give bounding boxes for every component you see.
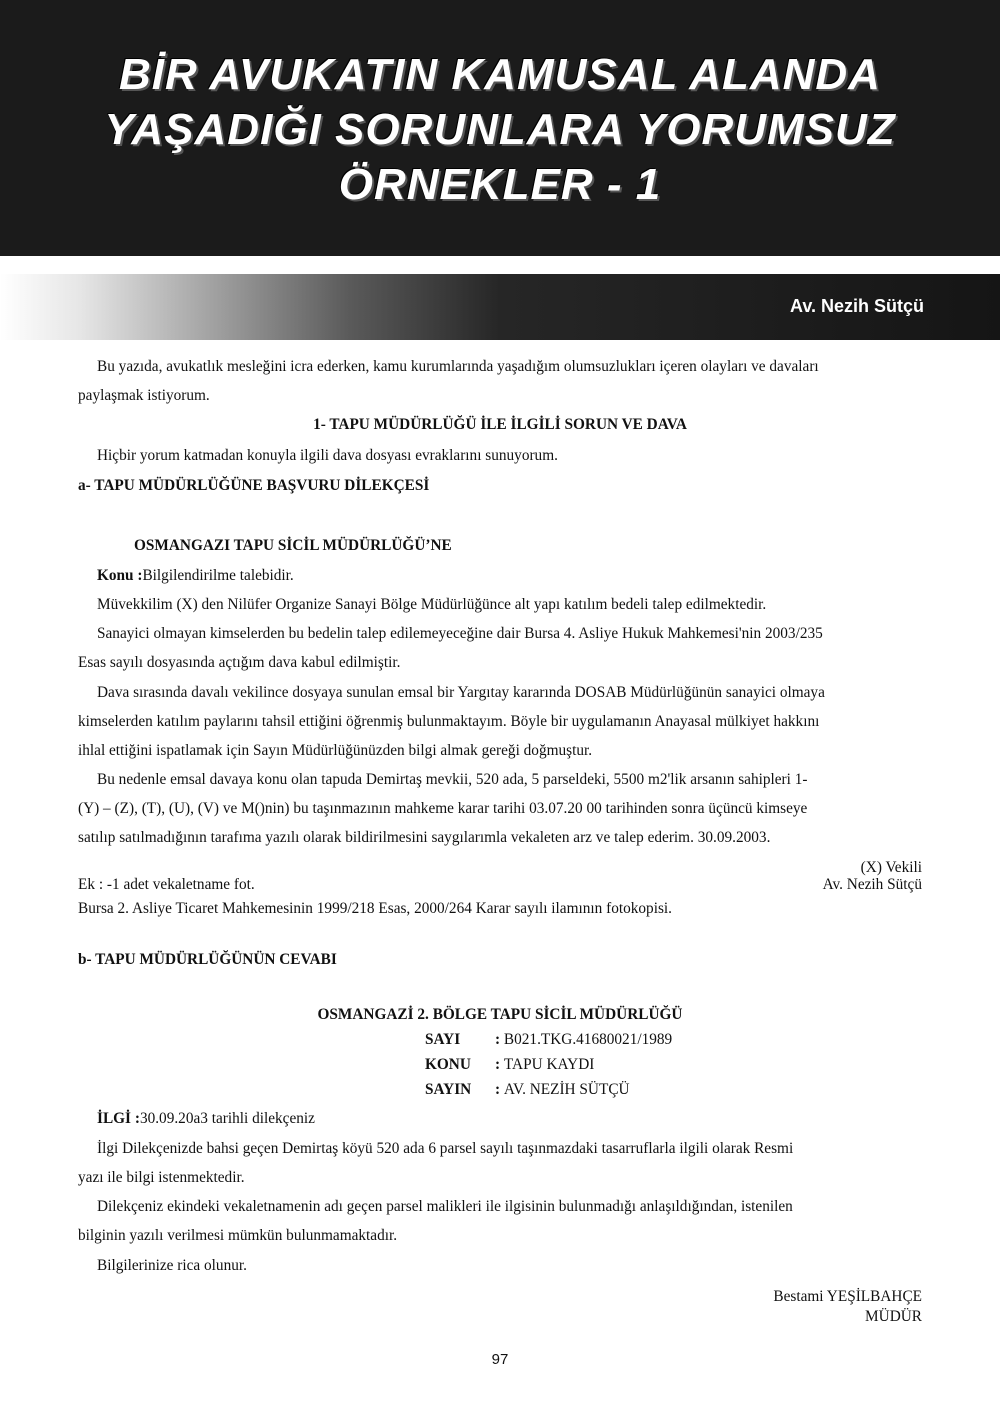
reply-field-sayin: SAYIN : AV. NEZİH SÜTÇÜ [425,1081,630,1098]
reply-line: Bilgilerinize rica olunur. [97,1257,247,1274]
reply-field-label: SAYIN [425,1081,472,1098]
reply-field-sayi: SAYI : B021.TKG.41680021/1989 [425,1031,673,1048]
reply-field-label: SAYI [425,1031,461,1048]
author-banner [0,274,1000,340]
reply-field-value: TAPU KAYDI [503,1056,595,1073]
petition-line: Sanayici olmayan kimselerden bu bedelin talep edilemeyeceğine dair Bursa 4. Asliye Hukuk Mahkemesi'nin 2003/235 [97,625,823,642]
section-1-heading: 1- TAPU MÜDÜRLÜĞÜ İLE İLGİLİ SORUN VE DAVA [313,416,687,433]
petition-subject-label: Konu : [97,567,143,584]
page-title-line-1: BİR AVUKATIN KAMUSAL ALANDA [119,50,881,99]
page-title-line-3: ÖRNEKLER - 1 [338,160,662,209]
petition-subject [97,566,294,586]
petition-attachment-2: Bursa 2. Asliye Ticaret Mahkemesinin 1999/218 Esas, 2000/264 Karar sayılı ilamının fotokopisi. [78,900,672,917]
reply-line: yazı ile bilgi istenmektedir. [78,1169,245,1186]
reply-signer-title: MÜDÜR [865,1308,922,1325]
petition-addressee: OSMANGAZI TAPU SİCİL MÜDÜRLÜĞÜ’NE [134,537,452,554]
petition-line: ihlal ettiğini ispatlamak için Sayın Müdürlüğünüzden bilgi almak gereği doğmuştur. [78,742,593,759]
reply-office: OSMANGAZİ 2. BÖLGE TAPU SİCİL MÜDÜRLÜĞÜ [317,1006,683,1023]
petition-line: (Y) – (Z), (T), (U), (V) ve M()nin) bu taşınmazının mahkeme karar tarihi 03.07.20 00 tarihinden sonra üçüncü kimseye [78,800,808,817]
petition-signature-role: (X) Vekili [860,859,922,876]
petition-line: kimselerden katılım paylarını tahsil ettiğini öğrenmiş bulunmaktayım. Böyle bir uygulamanın Anayasal mülkiyet hakkını [78,713,820,730]
petition-line: Bu nedenle emsal davaya konu olan tapuda Demirtaş mevkii, 520 ada, 5 parseldeki, 5500 m2'lik arsanın sahipleri 1- [97,771,808,788]
reply-line: Dilekçeniz ekindeki vekaletnamenin adı geçen parsel malikleri ile ilgisinin bulunmadığı anlaşıldığından, istenilen [97,1198,793,1215]
page-title-line-2: YAŞADIĞI SORUNLARA YORUMSUZ [104,105,896,154]
reply-reference-label: İLGİ : [97,1110,140,1127]
intro-line-2: paylaşmak istiyorum. [78,387,210,404]
section-1-text: Hiçbir yorum katmadan konuyla ilgili dava dosyası evraklarını sunuyorum. [97,447,558,464]
reply-field-value: AV. NEZİH SÜTÇÜ [503,1081,630,1098]
reply-signer-name: Bestami YEŞİLBAHÇE [773,1288,922,1305]
reply-reference-value: 30.09.20a3 tarihli dilekçeniz [139,1110,315,1127]
petition-line: Müvekkilim (X) den Nilüfer Organize Sanayi Bölge Müdürlüğünce alt yapı katılım bedeli talep edilmektedir. [97,596,767,613]
subsection-a-heading: a- TAPU MÜDÜRLÜĞÜNE BAŞVURU DİLEKÇESİ [78,477,430,494]
petition-subject-value: Bilgilendirilme talebidir. [142,567,294,584]
reply-field-value: B021.TKG.41680021/1989 [503,1031,673,1048]
reply-field-label: KONU [425,1056,471,1073]
reply-reference [97,1109,315,1129]
reply-line: bilginin yazılı verilmesi mümkün bulunmamaktadır. [78,1227,398,1244]
reply-field-konu: KONU : TAPU KAYDI [425,1056,595,1073]
title-banner [0,0,1000,256]
petition-signature-name: Av. Nezih Sütçü [822,876,922,893]
subsection-b-heading: b- TAPU MÜDÜRLÜĞÜNÜN CEVABI [78,951,337,968]
reply-line: İlgi Dilekçenizde bahsi geçen Demirtaş köyü 520 ada 6 parsel sayılı taşınmazdaki tasarruflarla ilgili olarak Resmi [97,1140,794,1157]
page-number: 97 [491,1351,509,1368]
petition-line: Esas sayılı dosyasında açtığım dava kabul edilmiştir. [78,654,401,671]
petition-line: Dava sırasında davalı vekilince dosyaya sunulan emsal bir Yargıtay kararında DOSAB Müdürlüğünün sanayici olmaya [97,684,825,701]
intro-line-1: Bu yazıda, avukatlık mesleğini icra ederken, kamu kurumlarında yaşadığım olumsuzlukları içeren olayları ve davaları [97,358,819,375]
author-name: Av. Nezih Sütçü [789,296,924,316]
petition-attachment-1: Ek : -1 adet vekaletname fot. [78,876,255,893]
petition-line: satılıp satılmadığının tarafıma yazılı olarak bildirilmesini saygılarımla vekaleten arz ve talep ederim. 30.09.2003. [78,829,771,846]
